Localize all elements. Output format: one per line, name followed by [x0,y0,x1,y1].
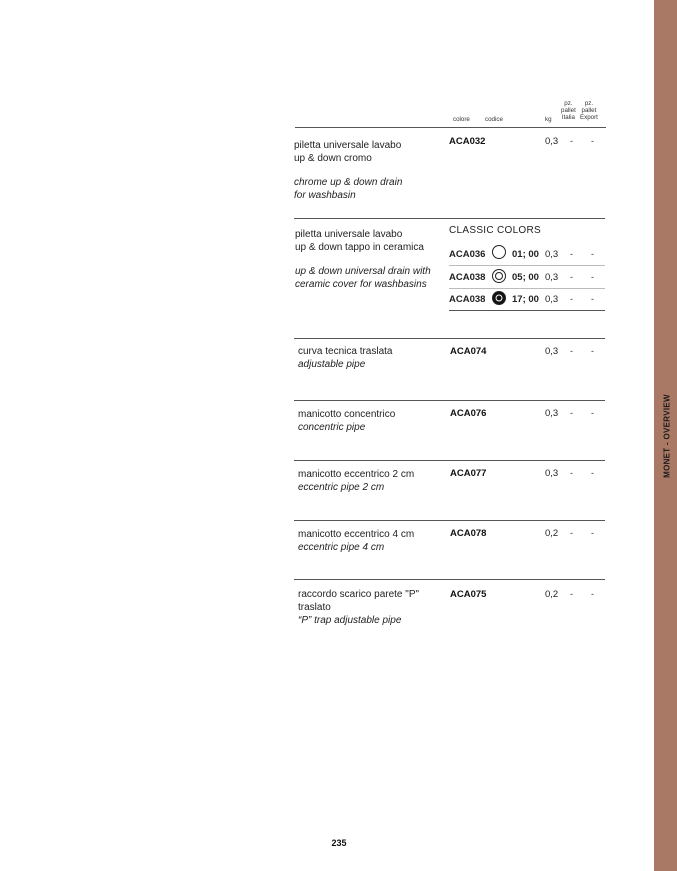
product-description: curva tecnica traslata adjustable pipe [298,346,393,370]
variant-code: ACA038 [449,294,486,305]
white-swatch-icon [492,245,506,259]
row-divider [294,338,605,339]
pallet-italia-value: - [570,346,573,356]
page-number: 235 [331,838,347,848]
row-divider [294,520,605,521]
row-divider [294,579,605,580]
pallet-export-value: - [591,249,594,259]
pallet-italia-value: - [570,468,573,478]
pallet-export-value: - [591,468,594,478]
header-pallet-italia: pz. pallet Italia [561,100,576,121]
variant-divider [449,310,605,311]
product-code: ACA075 [450,589,487,600]
variant-code: ACA038 [449,272,486,283]
product-weight: 0,2 [545,528,559,539]
row-divider [294,460,605,461]
pallet-italia-value: - [570,272,573,282]
header-pallet-export: pz. pallet Export [580,100,598,121]
variant-divider [449,288,605,289]
row-divider [294,400,605,401]
variant-code: ACA036 [449,249,486,260]
product-code: ACA077 [450,468,487,479]
variant-weight: 0,3 [545,249,559,260]
product-weight: 0,3 [545,468,559,479]
pallet-italia-value: - [570,528,573,538]
row-divider [295,127,606,128]
product-code: ACA076 [450,408,487,419]
color-code: 17; 00 [512,294,539,305]
pallet-export-value: - [591,346,594,356]
header-codice: codice [485,116,503,123]
pallet-italia-value: - [570,249,573,259]
product-description: piletta universale lavabo up & down tappo in ceramica up & down universal drain with ceramic cover for washbasins [295,229,431,290]
variant-weight: 0,3 [545,294,559,305]
variant-weight: 0,3 [545,272,559,283]
black-swatch-icon [492,291,506,305]
header-kg: kg [545,116,552,123]
product-weight: 0,2 [545,589,559,600]
pallet-export-value: - [591,272,594,282]
grey-swatch-icon [492,269,506,283]
product-code: ACA074 [450,346,487,357]
pallet-export-value: - [591,589,594,599]
product-weight: 0,3 [545,136,559,147]
color-code: 01; 00 [512,249,539,260]
product-description: raccordo scarico parete "P" traslato “P” trap adjustable pipe [298,589,420,626]
product-weight: 0,3 [545,346,559,357]
variant-divider [449,265,605,266]
product-description: manicotto concentrico concentric pipe [298,409,396,433]
product-code: ACA032 [449,136,486,147]
sidebar-label: MONET - OVERVIEW [662,394,672,478]
product-code: ACA078 [450,528,487,539]
pallet-italia-value: - [570,408,573,418]
product-description: manicotto eccentrico 4 cm eccentric pipe 4 cm [298,529,415,553]
pallet-italia-value: - [570,294,573,304]
pallet-italia-value: - [570,589,573,599]
product-description: manicotto eccentrico 2 cm eccentric pipe 2 cm [298,469,415,493]
product-description: piletta universale lavabo up & down cromo chrome up & down drain for washbasin [294,140,403,201]
pallet-export-value: - [591,408,594,418]
product-weight: 0,3 [545,408,559,419]
pallet-italia-value: - [570,136,573,146]
row-divider [294,218,605,219]
color-code: 05; 00 [512,272,539,283]
header-colore: colore [453,116,470,123]
pallet-export-value: - [591,136,594,146]
classic-colors-title: CLASSIC COLORS [449,225,542,236]
pallet-export-value: - [591,294,594,304]
pallet-export-value: - [591,528,594,538]
